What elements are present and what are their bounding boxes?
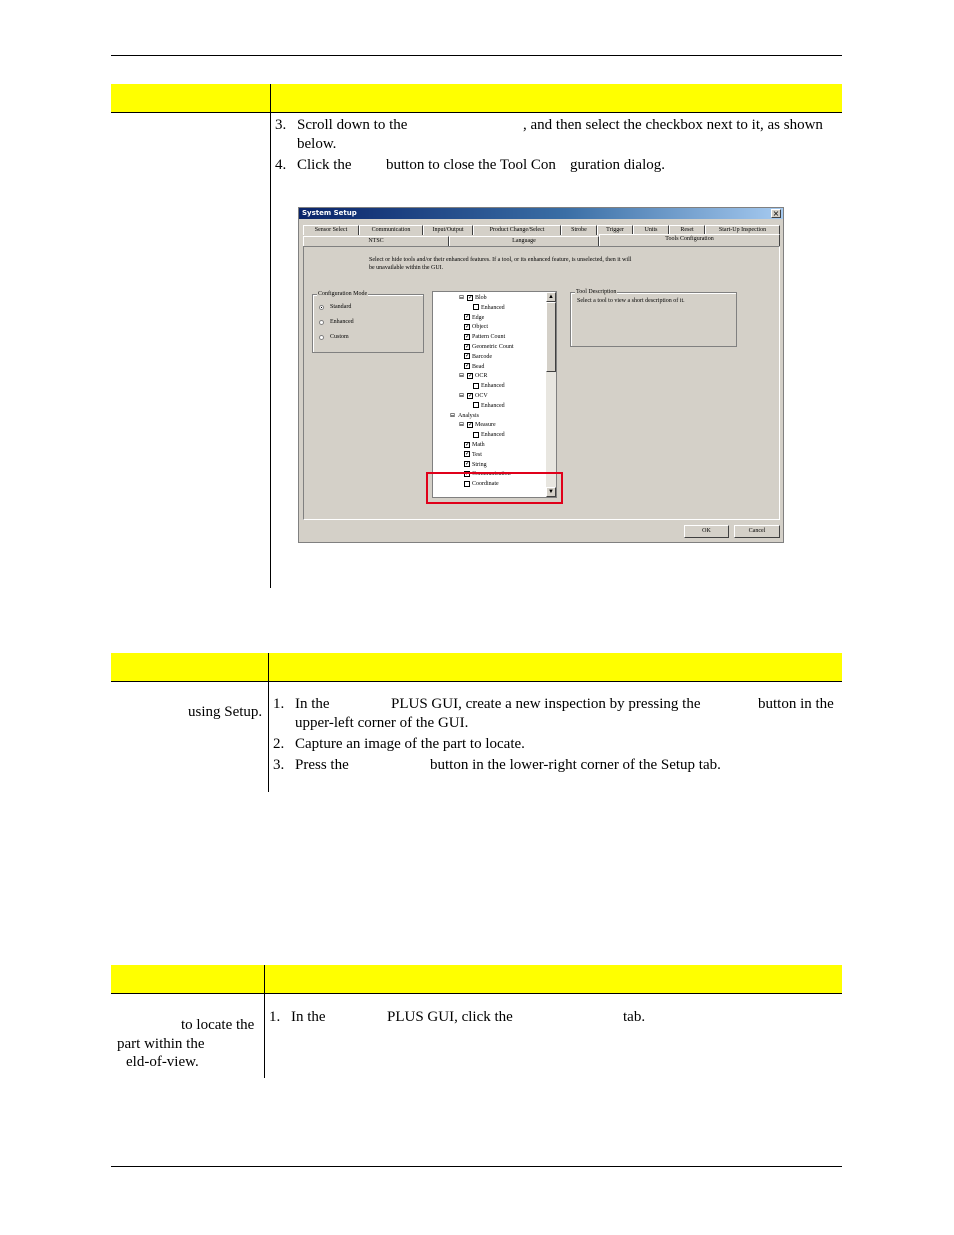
- t2-step3-b: button in the lower-right corner of the Setup tab.: [430, 757, 721, 773]
- tree-item[interactable]: [473, 401, 505, 411]
- tree-item[interactable]: [464, 440, 485, 450]
- tab-reset[interactable]: Reset: [669, 225, 705, 235]
- t2-step3-number: 3.: [273, 757, 285, 773]
- tree-item-label: Analysis: [458, 412, 479, 419]
- tree-checkbox[interactable]: ✓: [465, 353, 471, 360]
- dialog-description-line1: Select or hide tools and/or their enhanced features. If a tool, or its enhanced feature, is unselected, then it will: [369, 257, 632, 263]
- cancel-button[interactable]: Cancel: [734, 525, 780, 538]
- tab-tools-configuration[interactable]: Tools Configuration: [599, 234, 780, 246]
- tree-item-label: Measure: [475, 422, 496, 429]
- tree-item[interactable]: [464, 460, 487, 470]
- radio-standard-label: Standard: [330, 304, 352, 310]
- t3-step1-c: tab.: [623, 1009, 646, 1025]
- radio-custom[interactable]: [319, 335, 324, 340]
- tree-checkbox[interactable]: ✓: [465, 314, 471, 321]
- tree-item[interactable]: [464, 342, 514, 352]
- tab-start-up-inspection[interactable]: Start-Up Inspection: [705, 225, 780, 235]
- tree-item-label: OCV: [475, 393, 488, 399]
- tree-item[interactable]: [459, 293, 487, 303]
- tree-checkbox[interactable]: ✓: [465, 363, 471, 370]
- dialog-title: System Setup: [302, 209, 357, 217]
- tab-input-output[interactable]: Input/Output: [423, 225, 473, 235]
- tree-item-label: Communication: [472, 471, 511, 478]
- table2-header-rule: [111, 681, 842, 682]
- step3-text-b: , and then select the checkbox next to it, as shown: [523, 117, 823, 133]
- step4-text-a: Click the: [297, 157, 352, 173]
- tree-item-label: Math: [472, 442, 485, 448]
- tree-item[interactable]: [473, 430, 505, 440]
- t3-left-line1: to locate the: [181, 1017, 255, 1033]
- tree-item-label: Test: [472, 451, 482, 458]
- t2-step1-number: 1.: [273, 696, 285, 712]
- radio-custom-label: Custom: [330, 334, 349, 340]
- table2-header-band: [111, 653, 842, 681]
- table1-column-divider: [270, 84, 271, 588]
- table3-header-band: [111, 965, 842, 993]
- t2-step2: Capture an image of the part to locate.: [295, 736, 525, 752]
- tree-scrollbar[interactable]: [546, 292, 556, 497]
- tab-strobe[interactable]: Strobe: [561, 225, 597, 235]
- tree-checkbox[interactable]: ✓: [468, 422, 474, 429]
- tools-tree[interactable]: [432, 291, 557, 498]
- step4-text-b: button to close the Tool Con: [386, 157, 556, 173]
- t3-step1-a: In the: [291, 1009, 326, 1025]
- tree-item[interactable]: [464, 362, 484, 372]
- tree-checkbox[interactable]: ✓: [468, 294, 474, 301]
- tree-item-label: Object: [472, 324, 488, 331]
- tree-checkbox[interactable]: [473, 383, 479, 389]
- tab-communication[interactable]: Communication: [359, 225, 423, 235]
- step3-text-line2: below.: [297, 136, 337, 152]
- radio-enhanced-label: Enhanced: [330, 319, 354, 325]
- tree-item-label: String: [472, 461, 487, 468]
- tree-checkbox[interactable]: [473, 432, 479, 438]
- tab-product-change-select[interactable]: Product Change/Select: [473, 225, 561, 235]
- table3-header-rule: [111, 993, 842, 994]
- tree-checkbox[interactable]: ✓: [465, 461, 471, 468]
- header-rule: [111, 55, 842, 56]
- scroll-up-icon[interactable]: ▲: [546, 292, 556, 302]
- tree-item-label: Geometric Count: [472, 344, 514, 350]
- tree-item[interactable]: [450, 411, 479, 421]
- tree-item-label: Barcode: [472, 353, 492, 360]
- table2-left-text: using Setup.: [188, 704, 263, 720]
- t2-step1-a: In the: [295, 696, 330, 712]
- t2-step2-number: 2.: [273, 736, 285, 752]
- tree-checkbox[interactable]: ✓: [465, 471, 471, 478]
- tree-item[interactable]: [464, 313, 484, 323]
- t2-step1-line2: upper-left corner of the GUI.: [295, 715, 469, 731]
- tree-item-label: Blob: [475, 295, 487, 301]
- t3-left-line2: part within the: [117, 1036, 205, 1052]
- tree-checkbox[interactable]: [473, 402, 479, 408]
- configuration-mode-label: Configuration Mode: [318, 291, 368, 297]
- tree-checkbox[interactable]: ✓: [465, 333, 471, 340]
- t3-step1-b: PLUS GUI, click the: [387, 1009, 513, 1025]
- tree-expander-icon[interactable]: ⊟: [459, 422, 465, 429]
- tree-expander-icon[interactable]: ⊟: [450, 412, 456, 419]
- configuration-mode-group: [312, 291, 424, 353]
- table2-column-divider: [268, 653, 269, 792]
- tree-checkbox[interactable]: ✓: [465, 343, 471, 350]
- radio-enhanced[interactable]: [319, 320, 324, 325]
- scroll-thumb[interactable]: [546, 302, 556, 372]
- radio-standard[interactable]: [319, 305, 324, 310]
- callout-highlight: [426, 472, 563, 504]
- table1-header-rule: [111, 112, 842, 113]
- step3-number: 3.: [275, 117, 287, 133]
- t3-step1-number: 1.: [269, 1009, 281, 1025]
- close-icon[interactable]: ×: [772, 209, 780, 218]
- tree-checkbox[interactable]: ✓: [468, 373, 474, 380]
- footer-rule: [111, 1166, 842, 1167]
- tree-checkbox[interactable]: [473, 304, 479, 310]
- tree-item-label: Pattern Count: [472, 334, 506, 341]
- tree-item[interactable]: [464, 450, 482, 460]
- tool-description-label: Tool Description: [576, 289, 617, 295]
- dialog-description-line2: be unavailable within the GUI.: [369, 265, 444, 271]
- tree-expander-icon[interactable]: ⊟: [459, 295, 465, 301]
- tree-item-label: Edge: [472, 314, 485, 321]
- tree-item-label: Enhanced: [481, 383, 505, 390]
- tree-checkbox[interactable]: ✓: [468, 392, 474, 399]
- tree-item-label: Enhanced: [481, 304, 505, 311]
- step4-text-c: guration dialog.: [570, 157, 665, 173]
- tree-item[interactable]: [464, 352, 492, 362]
- tree-checkbox[interactable]: ✓: [465, 441, 471, 448]
- t2-step3-a: Press the: [295, 757, 349, 773]
- tool-description-text: Select a tool to view a short description of it.: [577, 298, 685, 304]
- tree-checkbox[interactable]: ✓: [465, 324, 471, 331]
- tab-trigger[interactable]: Trigger: [597, 225, 633, 235]
- tree-item-label: Enhanced: [481, 432, 505, 439]
- table1-header-band: [111, 84, 842, 112]
- tab-units[interactable]: Units: [633, 225, 669, 235]
- tree-expander-icon[interactable]: ⊟: [459, 373, 465, 380]
- t2-step1-c: button in the: [758, 696, 834, 712]
- dialog-titlebar: [299, 208, 783, 219]
- tree-item[interactable]: [473, 303, 505, 313]
- tree-item-label: Coordinate: [472, 481, 499, 488]
- tree-item[interactable]: [459, 420, 496, 430]
- tree-item[interactable]: [464, 332, 505, 342]
- tree-item[interactable]: [464, 322, 488, 332]
- tree-checkbox[interactable]: ✓: [465, 451, 471, 458]
- scroll-down-icon[interactable]: ▼: [546, 487, 556, 497]
- tree-item[interactable]: [459, 391, 488, 401]
- step3-text-a: Scroll down to the: [297, 117, 408, 133]
- tab-ntsc[interactable]: NTSC: [303, 236, 449, 246]
- tree-item[interactable]: [459, 371, 487, 381]
- t2-step1-b: PLUS GUI, create a new inspection by pressing the: [391, 696, 701, 712]
- tree-item-label: OCR: [475, 373, 488, 380]
- t3-left-line3: eld-of-view.: [126, 1054, 199, 1070]
- tab-language[interactable]: Language: [449, 236, 599, 246]
- tree-item[interactable]: [473, 381, 505, 391]
- step4-number: 4.: [275, 157, 287, 173]
- tree-expander-icon[interactable]: ⊟: [459, 393, 465, 399]
- ok-button[interactable]: OK: [684, 525, 729, 538]
- tree-item-label: Bead: [472, 363, 485, 370]
- tree-item-label: Enhanced: [481, 402, 505, 409]
- table3-column-divider: [264, 965, 265, 1078]
- tab-sensor-select[interactable]: Sensor Select: [303, 225, 359, 235]
